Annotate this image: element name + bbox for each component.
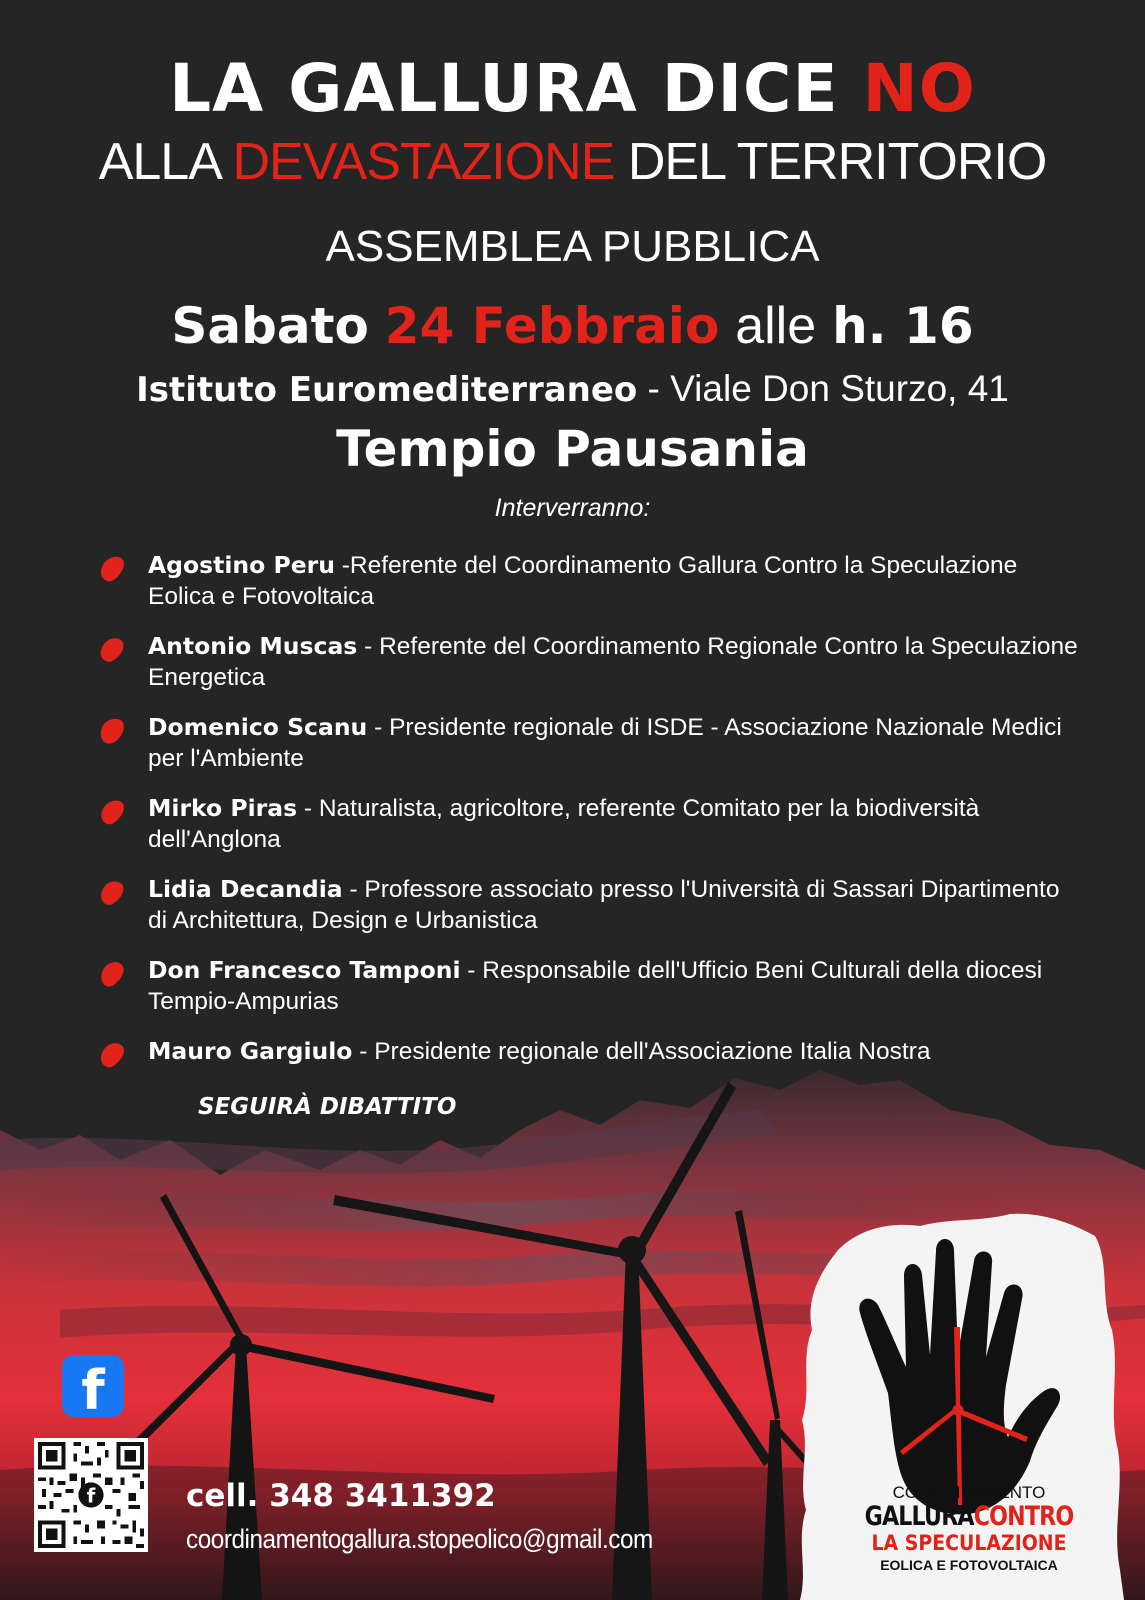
speaker-name: Mirko Piras [148,794,298,822]
coordinamento-logo [808,1215,1130,1600]
logo-line-gallura-contro [837,1501,1101,1532]
qr-code[interactable] [34,1438,148,1552]
event-date: 24 Febbraio [384,297,720,355]
speaker-item [90,550,1080,612]
event-city: Tempio Pausania [336,420,809,478]
main-title [0,50,1145,127]
speaker-item [90,1036,1080,1067]
event-time: h. 16 [832,297,974,355]
speaker-role: - Responsabile dell'Ufficio Beni Culturali della diocesi Tempio-Ampurias [148,957,1043,1015]
venue-address: Viale Don Sturzo, 41 [670,368,1009,409]
speaker-item [90,631,1080,693]
venue-line [0,368,1145,410]
logo-line-speculazione: LA SPECULAZIONE [871,1531,1067,1555]
speaker-name: Agostino Peru [148,551,335,579]
red-brush-dot [96,959,126,989]
event-day: Sabato [171,297,369,355]
phone-label: cell. [186,1478,259,1514]
event-at: alle [735,297,817,355]
venue-name: Istituto Euromediterraneo [136,370,638,410]
title-no: NO [862,50,976,127]
red-brush-dot [96,797,126,827]
speaker-name: Lidia Decandia [148,875,343,903]
logo-line-eolica: EOLICA E FOTOVOLTAICA [880,1557,1058,1573]
speaker-role: - Professore associato presso l'Università di Sassari Dipartimento di Architettura, Design e Urbanistica [148,876,1060,934]
speaker-name: Don Francesco Tamponi [148,956,461,984]
logo-gallura: GALLURA [864,1501,974,1532]
speaker-role: -Referente del Coordinamento Gallura Contro la Speculazione Eolica e Fotovoltaica [148,552,1018,610]
venue-separator: - [637,368,671,409]
speaker-role: - Naturalista, agricoltore, referente Comitato per la biodiversità dell'Anglona [148,795,980,853]
speaker-name: Antonio Muscas [148,632,358,660]
red-brush-dot [96,554,126,584]
subtitle [0,132,1145,192]
speaker-item [90,874,1080,936]
speaker-role: - Referente del Coordinamento Regionale Contro la Speculazione Energetica [148,633,1078,691]
phone-number[interactable]: 348 3411392 [269,1478,496,1514]
debate-note: SEGUIRÀ DIBATTITO [198,1094,457,1120]
speaker-name: Domenico Scanu [148,713,368,741]
speakers-title: Interverranno: [494,494,651,522]
subtitle-text-2: DEL TERRITORIO [614,133,1047,191]
speaker-item [90,793,1080,855]
subtitle-text-1: ALLA [98,133,233,191]
red-brush-dot [96,635,126,665]
facebook-icon[interactable]: f [62,1355,124,1417]
red-brush-dot [96,878,126,908]
contact-email[interactable]: coordinamentogallura.stopeolico@gmail.com [186,1524,653,1554]
speaker-item [90,712,1080,774]
speaker-role: - Presidente regionale dell'Associazione Italia Nostra [352,1038,931,1065]
speaker-item [90,955,1080,1017]
red-brush-dot [96,1040,126,1070]
qr-facebook-letter: f [86,1484,96,1508]
logo-line-coordinamento: COORDINAMENTO [892,1483,1046,1502]
logo-contro: CONTRO [973,1501,1074,1532]
event-date-line [0,296,1145,356]
title-text: LA GALLURA DICE [169,50,863,127]
red-brush-dot [96,716,126,746]
speaker-name: Mauro Gargiulo [148,1037,353,1065]
speakers-list [90,550,1080,1086]
subtitle-highlight: DEVASTAZIONE [232,133,615,191]
speaker-role: - Presidente regionale di ISDE - Associazione Nazionale Medici per l'Ambiente [148,714,1062,772]
event-type: ASSEMBLEA PUBBLICA [325,222,820,271]
contact-phone[interactable] [186,1478,496,1514]
